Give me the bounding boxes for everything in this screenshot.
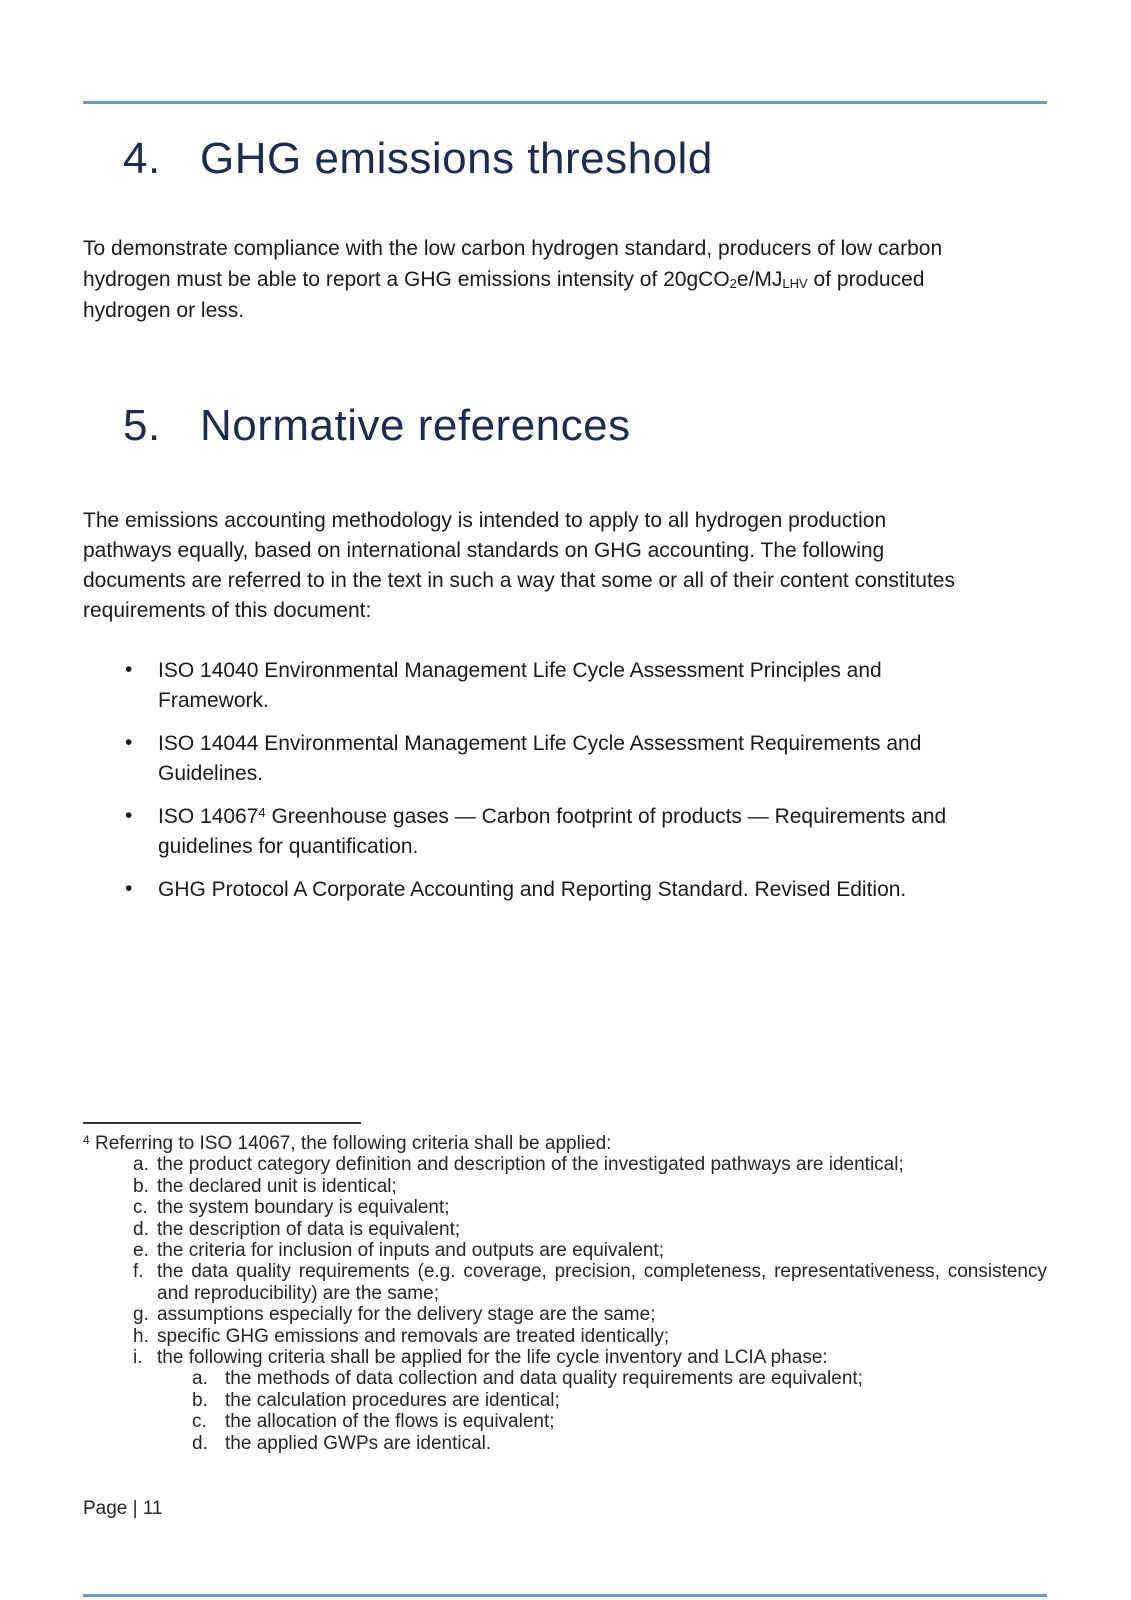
- bullet-icon: •: [125, 804, 133, 827]
- item-text: the criteria for inclusion of inputs and outputs are equivalent;: [157, 1240, 664, 1262]
- list-item-text: [158, 656, 1047, 716]
- section-5-heading: [123, 401, 631, 451]
- paragraph-line: [158, 802, 1047, 832]
- paragraph-line: Guidelines.: [158, 762, 264, 785]
- section-4-paragraph: [83, 233, 1047, 326]
- item-label: a.: [133, 1154, 149, 1176]
- bullet-icon: •: [125, 731, 133, 754]
- item-text: the description of data is equivalent;: [157, 1218, 461, 1240]
- text-segment: of produced: [807, 268, 925, 291]
- references-list: [83, 656, 1047, 918]
- text-segment: Greenhouse gases — Carbon footprint of products — Requirements and: [265, 805, 947, 828]
- section-4-title: GHG emissions threshold: [200, 134, 713, 183]
- item-text: the calculation procedures are identical;: [225, 1389, 560, 1411]
- page-number: Page | 11: [83, 1498, 163, 1519]
- item-label: h.: [133, 1325, 149, 1347]
- paragraph-line: To demonstrate compliance with the low carbon hydrogen standard, producers of low carbon: [83, 237, 943, 260]
- item-text: and reproducibility) are the same;: [157, 1282, 439, 1304]
- section-5-paragraph: [83, 506, 1047, 626]
- text-segment: hydrogen must be able to report a GHG emissions intensity of 20gCO: [83, 268, 730, 291]
- list-item: [83, 802, 1047, 862]
- item-text: assumptions especially for the delivery stage are the same;: [157, 1304, 656, 1326]
- footnote-reference-4: 4: [258, 805, 266, 821]
- item-label: i.: [133, 1347, 143, 1369]
- item-label: g.: [133, 1304, 149, 1326]
- footnote-item: [83, 1176, 1047, 1197]
- list-item-text: [158, 802, 1047, 862]
- list-item: [83, 729, 1047, 789]
- footnote-marker: 4: [83, 1132, 90, 1147]
- item-label: d.: [133, 1218, 149, 1240]
- footnote-item: [83, 1219, 1047, 1240]
- header-rule: [83, 101, 1047, 104]
- item-text: the declared unit is identical;: [157, 1175, 397, 1197]
- text-segment: e/MJ: [736, 268, 783, 291]
- item-text: the data quality requirements (e.g. coverage, precision, completeness, representativeness, consistency: [157, 1261, 1047, 1283]
- footnote-item: [83, 1347, 1047, 1368]
- paragraph-line: pathways equally, based on international standards on GHG accounting. The following: [83, 539, 885, 562]
- bullet-icon: •: [125, 877, 133, 900]
- item-label: d.: [192, 1432, 208, 1454]
- item-label: a.: [192, 1368, 208, 1390]
- item-text: the allocation of the flows is equivalent;: [225, 1411, 555, 1433]
- paragraph-line: ISO 14044 Environmental Management Life Cycle Assessment Requirements and: [158, 732, 922, 755]
- footnote-item: [83, 1197, 1047, 1218]
- list-item: [83, 875, 1047, 905]
- item-text: the methods of data collection and data quality requirements are equivalent;: [225, 1368, 863, 1390]
- item-text: specific GHG emissions and removals are treated identically;: [157, 1325, 670, 1347]
- item-text: the following criteria shall be applied for the life cycle inventory and LCIA phase:: [157, 1347, 828, 1369]
- paragraph-line: The emissions accounting methodology is intended to apply to all hydrogen production: [83, 509, 887, 532]
- paragraph-line: [83, 264, 1047, 295]
- item-label: c.: [133, 1197, 148, 1219]
- paragraph-line: GHG Protocol A Corporate Accounting and Reporting Standard. Revised Edition.: [158, 878, 907, 901]
- item-text: the applied GWPs are identical.: [225, 1432, 492, 1454]
- paragraph-line: documents are referred to in the text in such a way that some or all of their content constitutes: [83, 569, 955, 592]
- section-5-title: Normative references: [200, 401, 631, 450]
- footnote-separator: [83, 1122, 361, 1124]
- text-segment: ISO 14067: [158, 805, 259, 828]
- text-segment: Referring to ISO 14067, the following criteria shall be applied:: [94, 1133, 612, 1154]
- footnote-item: [83, 1261, 1047, 1304]
- paragraph-line: requirements of this document:: [83, 599, 372, 622]
- item-text: the product category definition and description of the investigated pathways are identical;: [157, 1154, 904, 1176]
- bullet-icon: •: [125, 658, 133, 681]
- footnote-intro: [83, 1133, 1047, 1154]
- footnote-item: [83, 1154, 1047, 1175]
- footnote-item: [83, 1304, 1047, 1325]
- item-label: c.: [192, 1411, 207, 1433]
- footnote-subitem: [83, 1433, 1047, 1454]
- footnote-subitem: [83, 1390, 1047, 1411]
- footnote-subitem: [83, 1411, 1047, 1432]
- list-item-text: [158, 729, 1047, 789]
- footnote-subitem: [83, 1368, 1047, 1389]
- section-4-number: 4.: [123, 134, 161, 183]
- paragraph-line: hydrogen or less.: [83, 299, 245, 322]
- footnote-item: [83, 1326, 1047, 1347]
- paragraph-line: ISO 14040 Environmental Management Life Cycle Assessment Principles and: [158, 659, 882, 682]
- item-label: b.: [133, 1175, 149, 1197]
- footnote-item: [83, 1240, 1047, 1261]
- paragraph-line: guidelines for quantification.: [158, 835, 419, 858]
- section-4-heading: [123, 134, 713, 184]
- paragraph-line: Framework.: [158, 689, 269, 712]
- subscript-lhv: LHV: [782, 276, 808, 292]
- item-label: b.: [192, 1389, 208, 1411]
- footer-rule: [83, 1594, 1047, 1597]
- item-label: e.: [133, 1240, 149, 1262]
- item-label: f.: [133, 1261, 144, 1283]
- item-text: the system boundary is equivalent;: [157, 1197, 450, 1219]
- footnote: [83, 1133, 1047, 1454]
- list-item: [83, 656, 1047, 716]
- section-5-number: 5.: [123, 401, 161, 450]
- list-item-text: [158, 875, 1047, 905]
- subscript-2: 2: [729, 276, 737, 292]
